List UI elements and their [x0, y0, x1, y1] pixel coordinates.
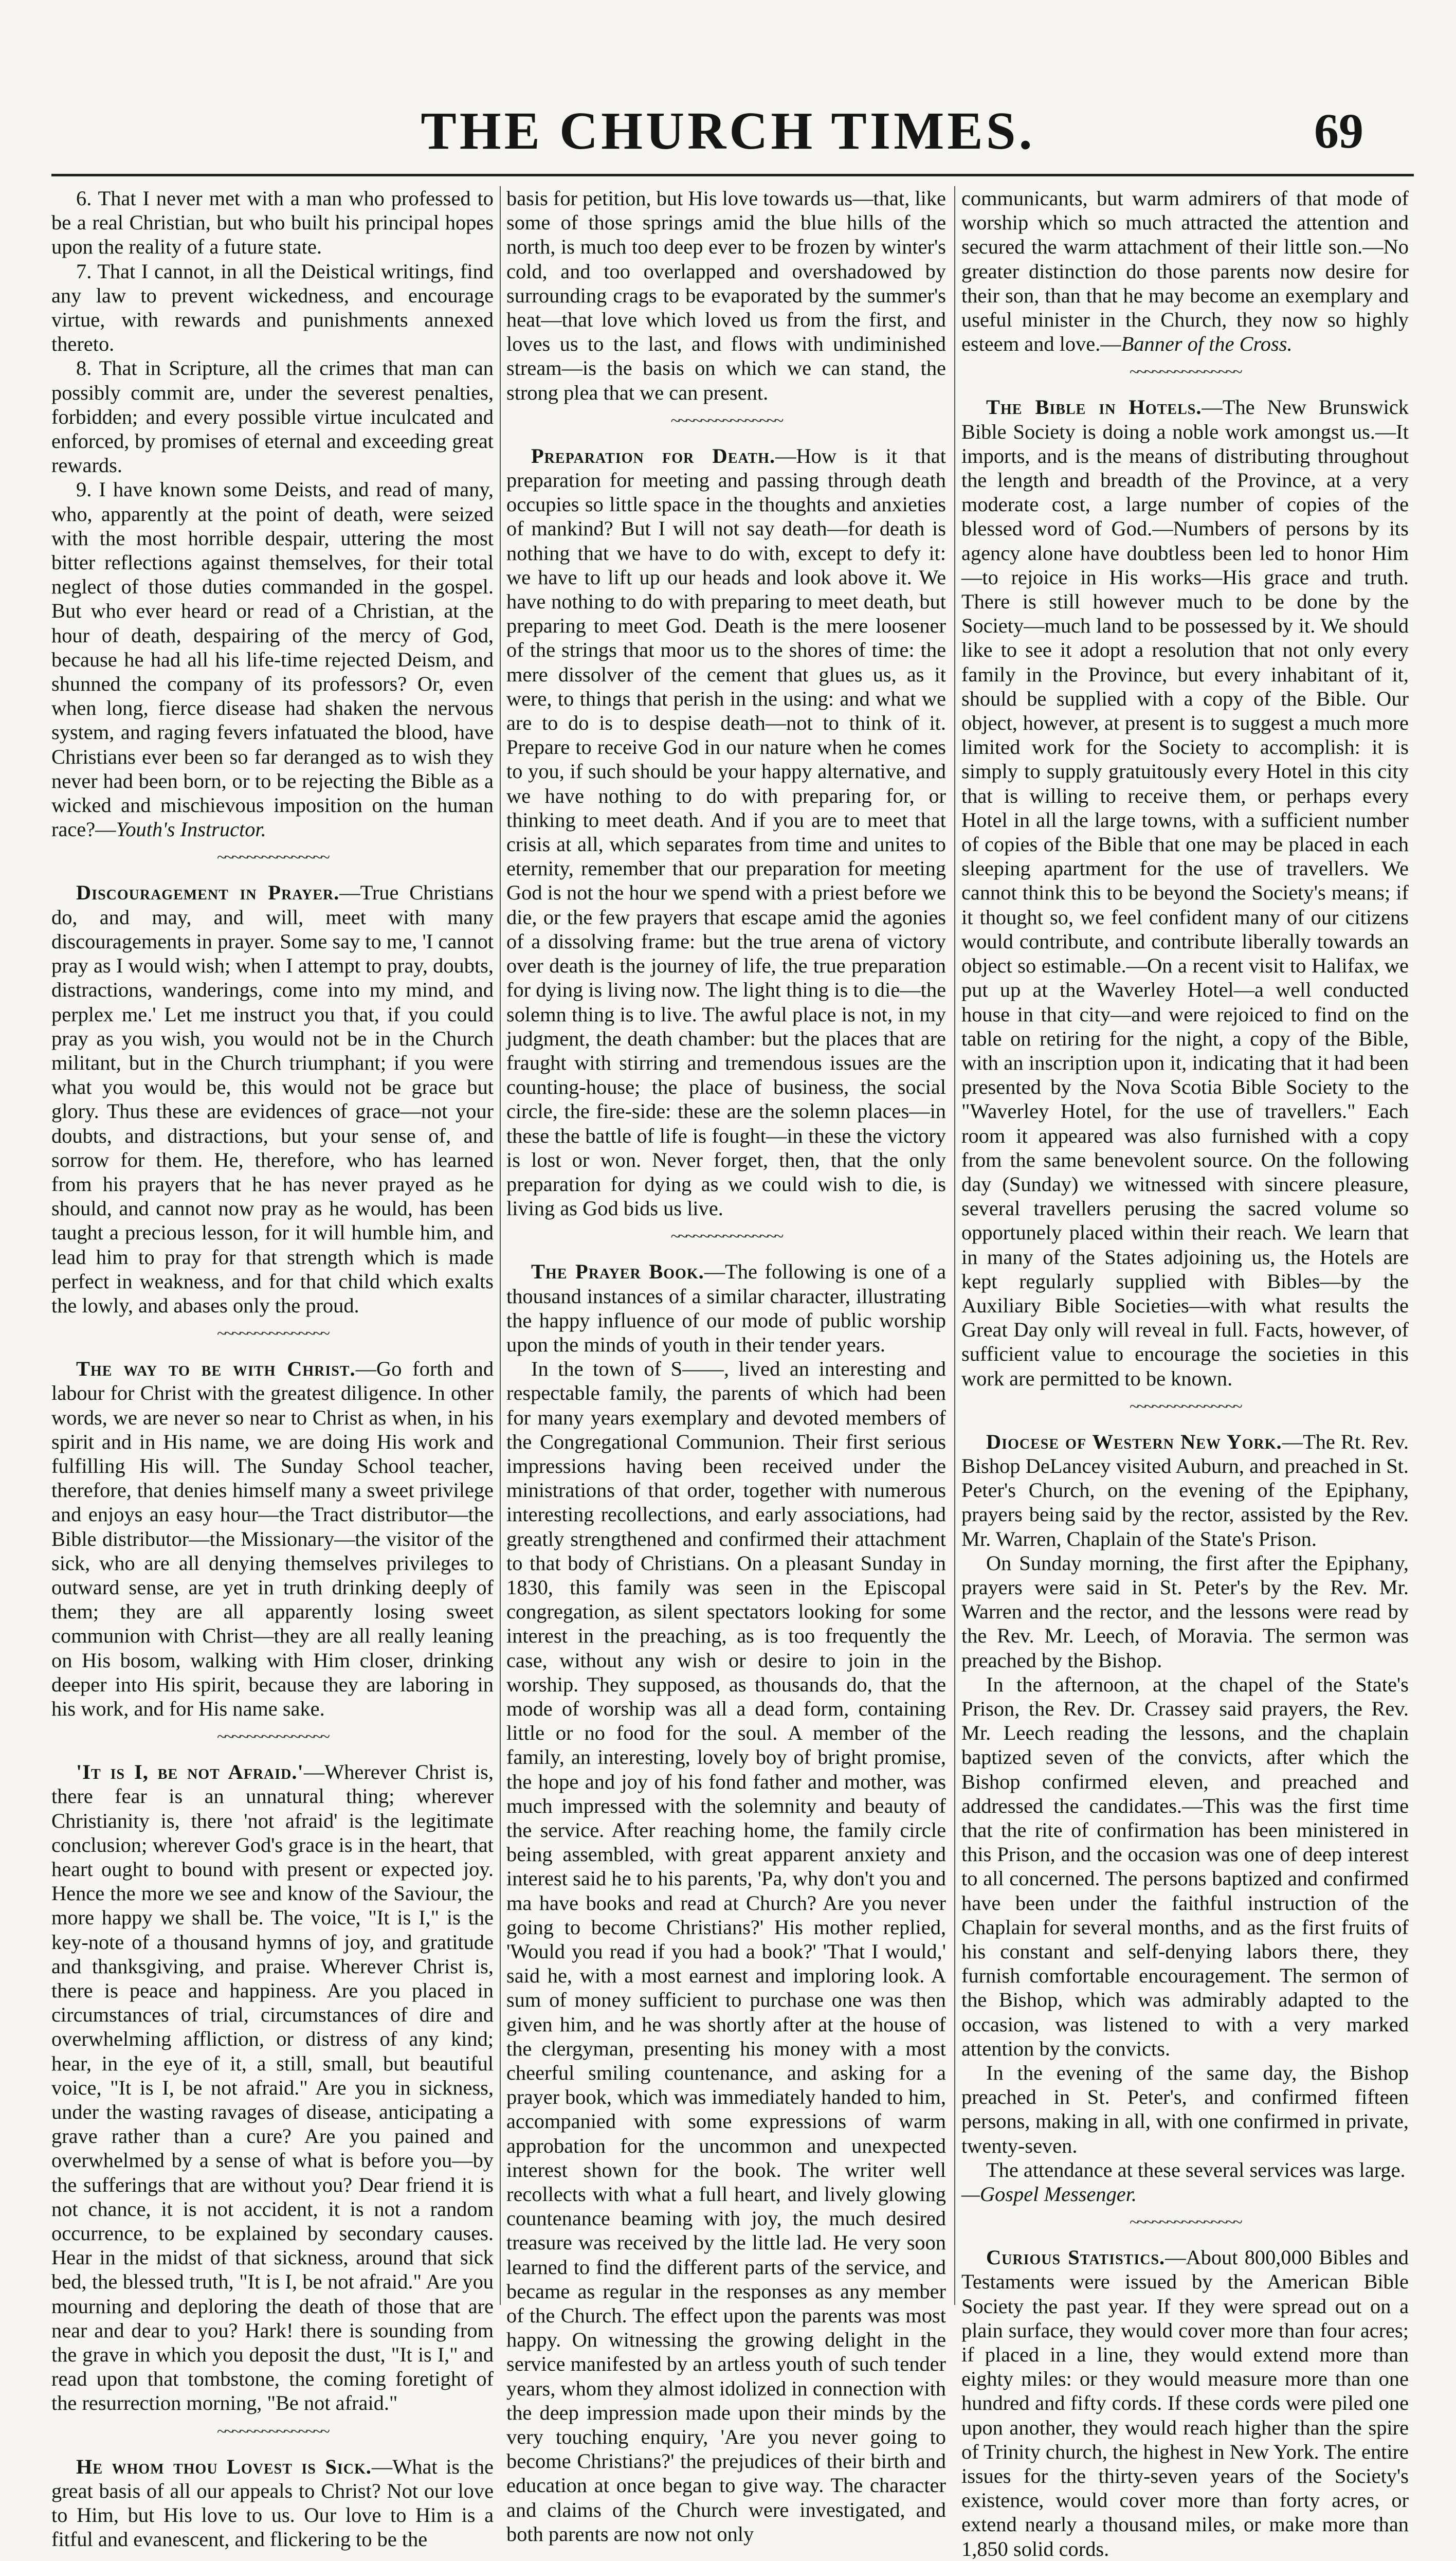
column-2 — [506, 186, 947, 2546]
page-number: 69 — [1314, 103, 1363, 158]
article-paragraph: The attendance at these several services was large. — [986, 2158, 1406, 2181]
article-source: Youth's Instructor. — [116, 818, 266, 841]
article-text: The Rt. Rev. Bishop DeLancey visited Auburn, and preached in St. Peter's Church, on the evening of the Epiphany, prayers being said by the rector, assisted by the Rev. Mr. Warren, Chaplain of the State's Prison. — [961, 1430, 1409, 1550]
column-separator — [500, 186, 501, 2305]
article-heading: Discouragement in Prayer. — [76, 881, 340, 905]
column-separator — [954, 186, 955, 2305]
column-1 — [51, 186, 494, 2551]
article-paragraph: In the afternoon, at the chapel of the State's Prison, the Rev. Dr. Crassey said prayers, the Rev. Mr. Leech reading the lessons, and the chaplain baptized seven of the convicts, after which the Bishop confirmed eleven, and preached and addressed the candidates.—This was the first time that the rite of confirmation has been ministered in this Prison, and the occasion was one of deep interest to all concerned. The persons baptized and confirmed have been under the faithful instruction of the Chaplain for several months, and as the first fruits of his constant and self-denying labors there, they furnish comfortable encouragement. The sermon of the Bishop, which was admirably adapted to the occasion, was listened to with a very marked attention by the convicts. — [961, 1672, 1409, 2060]
masthead-title: THE CHURCH TIMES. — [421, 101, 1035, 160]
article-body: Preparation for Death.—How is it that preparation for meeting and passing through death occupies so little space in the thoughts and anxieties of mankind? But I will not say death—for death is nothing that we have to do with, except to defy it: we have to lift up our heads and look above it. We have nothing to do with preparing to meet death, but preparing to meet God. Death is the mere loosener of the strings that moor us to the shores of time: the mere dissolver of the cement that glues us, as it were, to things that perish in the using: and what we are to do is to despise death—not to think of it. Prepare to receive God in our nature when he comes to you, if such should be your happy alternative, and we have nothing to do with preparing for, or thinking to meet death. And if you are to meet that crisis at all, which separates from time and unites to eternity, remember that our preparation for meeting God is not the hour we spend with a priest before we die, or the few prayers that escape amid the agonies of a dissolving frame: but the true arena of victory over death is the journey of life, the true preparation for dying is living now. The light thing is to die—the solemn thing is to live. The awful place is not, in my judgment, the death chamber: but the places that are fraught with stirring and tremendous issues are the counting-house; the place of business, the social circle, the fire-side: these are the solemn places—in these the battle of life is fought—in these the victory is lost or won. Never forget, then, that the only preparation for dying as we could wish to die, is living as God bids us live. — [506, 444, 947, 1220]
column-3 — [961, 186, 1409, 2560]
article-body: The Bible in Hotels.—The New Brunswick Bible Society is doing a noble work amongst us.—It imports, and is the means of distributing throughout the length and breadth of the Province, at a very moderate cost, a large number of copies of the blessed word of God.—Numbers of persons by its agency alone have doubtless been led to honor Him—to rejoice in His works—His grace and truth. There is still however much to be done by the Society—much land to be possessed by it. We should like to see it adopt a resolution that not only every family in the Province, but every inhabitant of it, should be supplied with a copy of the Bible. Our object, however, at present is to suggest a much more limited work for the Society to accomplish: it is simply to supply gratuitously every Hotel in this city that is willing to receive them, or perhaps every Hotel in all the large towns, with a sufficient number of copies of the Bible that one may be placed in each sleeping apartment for the use of travellers. We cannot think this to be beyond the Society's means; if it thought so, we feel confident many of our citizens would contribute, and contribute liberally towards an object so estimable.—On a recent visit to Halifax, we put up at the Waverley Hotel—a well conducted house in that city—and were rejoiced to find on the table on retiring for the night, a copy of the Bible, with an inscription upon it, indicating that it had been presented by the Nova Scotia Bible Society to the "Waverley Hotel, for the use of travellers." Each room it appeared was also furnished with a copy from the same benevolent source. On the following day (Sunday) we witnessed with sincere pleasure, several travellers perusing the sacred volume so opportunely placed within their reach. We learn that in many of the States adjoining us, the Hotels are kept regularly supplied with Bibles—by the Auxiliary Bible Societies—with what results the Great Day only will reveal in full. Facts, however, of sufficient value to encourage the societies in this work are permitted to be known. — [961, 395, 1409, 1390]
article-paragraph: In the evening of the same day, the Bishop preached in St. Peter's, and confirmed fifteen persons, making in all, with one confirmed in private, twenty-seven. — [961, 2061, 1409, 2157]
article-heading: 'It is I, be not Afraid.' — [76, 1760, 304, 1784]
section-divider: ~~~~~~~~~~~~~~~ — [1130, 1397, 1241, 1416]
article-source: —Gospel Messenger. — [961, 2183, 1137, 2206]
article-prayer-book — [506, 1259, 946, 2546]
section-divider: ~~~~~~~~~~~~~~~ — [1130, 363, 1241, 382]
article-heading: He whom thou Lovest is Sick. — [76, 2455, 372, 2478]
article-text: basis for petition, but His love towards us—that, like some of those springs amid the blue hills of the north, is much too deep ever to be frozen by winter's cold, and too overlapped and overshadowed by surrounding crags to be evaporated by the summer's heat—that love which loved us from the first, and loves us to the last, and flows with undiminished stream—is the basis on which we can stand, the strong plea that we can present. — [506, 187, 946, 404]
maxim-7: 7. That I cannot, in all the Deistical writings, find any law to prevent wickedness, and encourage virtue, with rewards and punishments annexed thereto. — [51, 259, 494, 356]
article-curious-statistics — [961, 2245, 1409, 2561]
article-way-to-be-with-christ — [51, 1357, 494, 1721]
article-continued — [961, 186, 1409, 356]
article-text: communicants, but warm admirers of that mode of worship which so much attracted the attention and secured the warm attachment of their little son.—No greater distinction do those parents now desire for their son, than that he may become an exemplary and useful minister in the Church, they now so highly esteem and love. — [961, 187, 1409, 356]
article-paragraph: In the town of S——, lived an interesting and respectable family, the parents of which had been for many years exemplary and devoted members of the Congregational Communion. Their first serious impressions having been received under the ministrations of that order, together with numerous interesting recollections, and early associations, had greatly strengthened and confirmed their attachment to that body of Christians. On a pleasant Sunday in 1830, this family was seen in the Episcopal congregation, as silent spectators looking for some interest in the preaching, as is too frequently the case, without any wish or desire to join in the worship. They supposed, as thousands do, that the mode of worship was all a dead form, containing little or no food for the soul. A member of the family, an interesting, lovely boy of bright promise, the hope and joy of his fond father and mother, was much impressed with the solemnity and beauty of the service. After reaching home, the family circle being assembled, with great apparent anxiety and interest said he to his parents, 'Pa, why don't you and ma have books and read at Church? Are you never going to become Christians?' His mother replied, 'Would you read if you had a book?' 'That I would,' said he, with a most earnest and imploring look. A sum of money sufficient to purchase one was then given him, and he was shortly after at the house of the clergyman, presenting his money with a most cheerful smiling countenance, and asking for a prayer book, which was immediately handed to him, accompanied with some expressions of warm approbation for the uncommon and unexpected interest shown for the book. The writer well recollects with what a full heart, and lively glowing countenance beaming with joy, the much desired treasure was received by the little lad. He very soon learned to find the different parts of the service, and became as regular in the responses as any member of the Church. The effect upon the parents was most happy. On witnessing the growing delight in the service manifested by an artless youth of such tender years, whom they almost idolized in connection with the deep impression made upon their minds by the very touching enquiry, 'Are you never going to become Christians?' the prejudices of their birth and education at once began to give way. The character and claims of the Church were investigated, and both parents are now not only — [506, 1357, 946, 2546]
article-body: communicants, but warm admirers of that mode of worship which so much attracted the attention and secured the warm attachment of their little son.—No greater distinction do those parents now desire for their son, than that he may become an exemplary and useful minister in the Church, they now so highly esteem and love.—Banner of the Cross. — [961, 187, 1409, 356]
article-heading: The Prayer Book. — [531, 1260, 704, 1284]
article-body: 'It is I, be not Afraid.'—Wherever Christ is, there fear is an unnatural thing; wherever Christianity is, there 'not afraid' is the legitimate conclusion; wherever God's grace is in the heart, that heart ought to bound with present or expected joy. Hence the more we see and know of the Saviour, the more happy we shall be. The voice, "It is I," is the key-note of a thousand hymns of joy, and gratitude and thanksgiving, and praise. Wherever Christ is, there is peace and happiness. Are you placed in circumstances of trial, circumstances of dire and overwhelming affliction, or distress of any kind; hear, in the eye of it, a still, small, but beautiful voice, "It is I, be not afraid." Are you in sickness, under the wasting ravages of disease, anticipating a grave rather than a cure? Are you pained and overwhelmed by a sense of what is before you—by the sufferings that are without you? Dear friend it is not chance, it is not accident, it is not a random occurrence, to be explained by secondary causes. Hear in the midst of that sickness, around that sick bed, the blessed truth, "It is I, be not afraid." Are you mourning and deploring the death of those that are near and dear to you? Hark! there is sounding from the grave in which you deposit the dust, "It is I," and read upon that tombstone, the coming foretight of the resurrection morning, "Be not afraid." — [51, 1760, 494, 2415]
section-divider: ~~~~~~~~~~~~~~~ — [217, 1324, 328, 1344]
article-text: Go forth and labour for Christ with the greatest diligence. In other words, we are never so near to Christ as when, in his spirit and in His name, we are doing His work and fulfilling His will. The Sunday School teacher, therefore, that denies himself many a sweet privilege and enjoys an easy hour—the Tract distributor—the Bible distributor—the Missionary—the visitor of the sick, who are all denying themselves privileges to outward sense, are yet in truth drinking deeply of them; they are all apparently losing sweet communion with Christ—they are all really leaning on His bosom, walking with Him closer, drinking deeper into His spirit, because they are laboring in his work, and for His name sake. — [51, 1357, 494, 1720]
section-divider: ~~~~~~~~~~~~~~~ — [217, 2422, 328, 2441]
article-he-whom-thou-lovest — [51, 2455, 494, 2552]
article-body: Curious Statistics.—About 800,000 Bibles and Testaments were issued by the American Bible Society the past year. If they were spread out on a plain surface, they would cover more than four acres; if placed in a line, they would extend more than eighty miles: or they would measure more than one hundred and fifty cords. If these cords were piled one upon another, they would reach higher than the spire of Trinity church, the highest in New York. The entire issues for the thirty-seven years of the Society's existence, would cover more than forty acres, or extend nearly a thousand miles, or make more than 1,850 solid cords. — [961, 2246, 1409, 2560]
article-body: Discouragement in Prayer.—True Christians do, and may, and will, meet with many discouragements in prayer. Some say to me, 'I cannot pray as I would wish; when I attempt to pray, doubts, distractions, wanderings, come into my mind, and perplex me.' Let me instruct you that, if you could pray as you wish, you would not be in the Church militant, but in the Church triumphant; if you were what you would be, this would not be grace but glory. Thus these are evidences of grace—not your doubts, and distractions, but your sense of, and sorrow for them. He, therefore, who has learned from his prayers that he has never prayed as he should, and cannot now pray as he would, has been taught a precious lesson, for it will humble him, and lead him to pray for that strength which is made perfect in weakness, and for that child which exalts the lowly, and abases only the proud. — [51, 881, 494, 1317]
article-body: He whom thou Lovest is Sick.—What is the great basis of all our appeals to Christ? Not our love to Him, but His love to us. Our love to Him is a fitful and evanescent, and flickering to be the — [51, 2455, 494, 2551]
article-text: How is it that preparation for meeting and passing through death occupies so little space in the thoughts and anxieties of mankind? But I will not say death—for death is nothing that we have to do with, except to defy it: we have to lift up our heads and look above it. We have nothing to do with preparing to meet death, but preparing to meet God. Death is the mere loosener of the strings that moor us to the shores of time: the mere dissolver of the cement that glues us, as it were, to things that perish in the using: and what we are to do is to despise death—not to think of it. Prepare to receive God in our nature when he comes to you, if such should be your happy alternative, and we have nothing to do with preparing for, or thinking to meet death. And if you are to meet that crisis at all, which separates from time and unites to eternity, remember that our preparation for meeting God is not the hour we spend with a priest before we die, or the few prayers that escape amid the agonies of a dissolving frame: but the true arena of victory over death is the journey of life, the true preparation for dying is living now. The light thing is to die—the solemn thing is to live. The awful place is not, in my judgment, the death chamber: but the places that are fraught with stirring and tremendous issues are the counting-house; the place of business, the social circle, the fire-side: these are the solemn places—in these the battle of life is fought—in these the victory is lost or won. Never forget, then, that the only preparation for dying as we could wish to die, is living as God bids us live. — [506, 444, 947, 1220]
article-heading: Curious Statistics. — [986, 2246, 1166, 2269]
article-diocese-western-new-york — [961, 1430, 1409, 2207]
article-body: The way to be with Christ.—Go forth and labour for Christ with the greatest diligence. In other words, we are never so near to Christ as when, in his spirit and in His name, we are doing His work and fulfilling His will. The Sunday School teacher, therefore, that denies himself many a sweet privilege and enjoys an easy hour—the Tract distributor—the Bible distributor—the Missionary—the visitor of the sick, who are all denying themselves privileges to outward sense, are yet in truth drinking deeply of them; they are all apparently losing sweet communion with Christ—they are all really leaning on His bosom, walking with Him closer, drinking deeper into His spirit, because they are laboring in his work, and for His name sake. — [51, 1357, 494, 1720]
header-rule — [51, 174, 1414, 176]
article-text: The following is one of a thousand instances of a similar character, illustrating the happy influence of our mode of public worship upon the minds of youth in their tender years. — [506, 1260, 946, 1356]
article-continued — [506, 186, 946, 405]
section-divider: ~~~~~~~~~~~~~~~ — [670, 1227, 782, 1247]
section-divider: ~~~~~~~~~~~~~~~ — [1130, 2213, 1241, 2232]
article-text: The New Brunswick Bible Society is doing a noble work amongst us.—It imports, and is the means of distributing throughout the length and breadth of the Province, at a very moderate cost, a large number of copies of the blessed word of God.—Numbers of persons by its agency alone have doubtless been led to honor Him—to rejoice in His works—His grace and truth. There is still however much to be done by the Society—much land to be possessed by it. We should like to see it adopt a resolution that not only every family in the Province, but every inhabitant of it, should be supplied with a copy of the Bible. Our object, however, at present is to suggest a much more limited work for the Society to accomplish: it is simply to supply gratuitously every Hotel in this city that is willing to receive them, or perhaps every Hotel in all the large towns, with a sufficient number of copies of the Bible that one may be placed in each sleeping apartment for the use of travellers. We cannot think this to be beyond the Society's means; if it thought so, we feel confident many of our citizens would contribute, and contribute liberally towards an object so estimable.—On a recent visit to Halifax, we put up at the Waverley Hotel—a well conducted house in that city—and were rejoiced to find on the table on retiring for the night, a copy of the Bible, with an inscription upon it, indicating that it had been presented by the Nova Scotia Bible Society to the "Waverley Hotel, for the use of travellers." Each room it appeared was also furnished with a copy from the same benevolent source. On the following day (Sunday) we witnessed with sincere pleasure, several travellers perusing the sacred volume so opportunely placed within their reach. We learn that in many of the States adjoining us, the Hotels are kept regularly supplied with Bibles—by the Auxiliary Bible Societies—with what results the Great Day only will reveal in full. Facts, however, of sufficient value to encourage the societies in this work are permitted to be known. — [961, 395, 1409, 1390]
article-discouragement-in-prayer — [51, 880, 494, 1318]
maxim-8: 8. That in Scripture, all the crimes that man can possibly commit are, under the severest penalties, forbidden; and every possible virtue inculcated and enforced, by promises of eternal and exceeding great rewards. — [51, 356, 494, 477]
article-body: Diocese of Western New York.—The Rt. Rev. Bishop DeLancey visited Auburn, and preached in St. Peter's Church, on the evening of the Epiphany, prayers being said by the rector, assisted by the Rev. Mr. Warren, Chaplain of the State's Prison. — [961, 1430, 1409, 1550]
section-divider: ~~~~~~~~~~~~~~~ — [217, 848, 328, 868]
maxim-6: 6. That I never met with a man who professed to be a real Christian, but who built his principal hopes upon the reality of a future state. — [51, 187, 494, 259]
article-heading: Preparation for Death. — [531, 444, 776, 467]
article-maxims — [51, 186, 494, 841]
article-heading: The way to be with Christ. — [76, 1357, 356, 1381]
article-preparation-for-death — [506, 444, 946, 1221]
article-source: Banner of the Cross. — [1121, 332, 1293, 356]
section-divider: ~~~~~~~~~~~~~~~ — [217, 1727, 328, 1747]
page-header — [0, 93, 1456, 170]
article-paragraph: On Sunday morning, the first after the Epiphany, prayers were said in St. Peter's by the Rev. Mr. Warren and the rector, and the lessons were read by the Rev. Mr. Leech, of Moravia. The sermon was preached by the Bishop. — [961, 1551, 1409, 1672]
article-body: The Prayer Book.—The following is one of a thousand instances of a similar character, illustrating the happy influence of our mode of public worship upon the minds of youth in their tender years. — [506, 1260, 946, 1356]
article-text: Wherever Christ is, there fear is an unnatural thing; wherever Christianity is, there 'not afraid' is the legitimate conclusion; wherever God's grace is in the heart, that heart ought to bound with present or expected joy. Hence the more we see and know of the Saviour, the more happy we shall be. The voice, "It is I," is the key-note of a thousand hymns of joy, and gratitude and thanksgiving, and praise. Wherever Christ is, there is peace and happiness. Are you placed in circumstances of trial, circumstances of dire and overwhelming affliction, or distress of any kind; hear, in the eye of it, a still, small, but beautiful voice, "It is I, be not afraid." Are you in sickness, under the wasting ravages of disease, anticipating a grave rather than a cure? Are you pained and overwhelmed by a sense of what is before you—by the sufferings that are without you? Dear friend it is not chance, it is not accident, it is not a random occurrence, to be explained by secondary causes. Hear in the midst of that sickness, around that sick bed, the blessed truth, "It is I, be not afraid." Are you mourning and deploring the death of those that are near and dear to you? Hark! there is sounding from the grave in which you deposit the dust, "It is I," and read upon that tombstone, the coming foretight of the resurrection morning, "Be not afraid." — [51, 1760, 494, 2415]
article-heading: Diocese of Western New York. — [986, 1430, 1282, 1453]
maxim-9-text: 9. I have known some Deists, and read of many, who, apparently at the point of death, were seized with the most horrible despair, uttering the most bitter reflections against themselves, for their total neglect of those duties commanded in the gospel. But who ever heard or read of a Christian, at the hour of death, despairing of the mercy of God, because he had all his life-time rejected Deism, and shunned the company of its professors? Or, even when long, fierce disease had shaken the nervous system, and raging fevers infatuated the blood, have Christians ever been so far deranged as to wish they never had been born, or to be rejecting the Bible as a wicked and mischievous imposition on the human race? — [51, 478, 494, 841]
section-divider: ~~~~~~~~~~~~~~~ — [670, 411, 782, 430]
article-bible-in-hotels — [961, 395, 1409, 1390]
article-text: About 800,000 Bibles and Testaments were issued by the American Bible Society the past year. If they were spread out on a plain surface, they would cover more than four acres; if placed in a line, they would extend more than eighty miles: or they would measure more than one hundred and fifty cords. If these cords were piled one upon another, they would reach higher than the spire of Trinity church, the highest in New York. The entire issues for the thirty-seven years of the Society's existence, would cover more than forty acres, or extend nearly a thousand miles, or make more than 1,850 solid cords. — [961, 2246, 1409, 2560]
article-text: What is the great basis of all our appeals to Christ? Not our love to Him, but His love to us. Our love to Him is a fitful and evanescent, and flickering to be the — [51, 2455, 494, 2551]
article-text: True Christians do, and may, and will, meet with many discouragements in prayer. Some say to me, 'I cannot pray as I would wish; when I attempt to pray, doubts, distractions, wanderings, come into my mind, and perplex me.' Let me instruct you that, if you could pray as you wish, you would not be in the Church militant, but in the Church triumphant; if you were what you would be, this would not be grace but glory. Thus these are evidences of grace—not your doubts, and distractions, but your sense of, and sorrow for them. He, therefore, who has learned from his prayers that he has never prayed as he should, and cannot now pray as he would, has been taught a precious lesson, for it will humble him, and lead him to pray for that strength which is made perfect in weakness, and for that child which exalts the lowly, and abases only the proud. — [51, 881, 494, 1317]
article-it-is-i — [51, 1760, 494, 2415]
article-heading: The Bible in Hotels. — [986, 395, 1202, 419]
maxim-9: 9. I have known some Deists, and read of many, who, apparently at the point of death, were seized with the most horrible despair, uttering the most bitter reflections against themselves, for their total neglect of those duties commanded in the gospel. But who ever heard or read of a Christian, at the hour of death, despairing of the mercy of God, because he had all his life-time rejected Deism, and shunned the company of its professors? Or, even when long, fierce disease had shaken the nervous system, and raging fevers infatuated the blood, have Christians ever been so far deranged as to wish they never had been born, or to be rejecting the Bible as a wicked and mischievous imposition on the human race?—Youth's Instructor. — [51, 478, 494, 841]
